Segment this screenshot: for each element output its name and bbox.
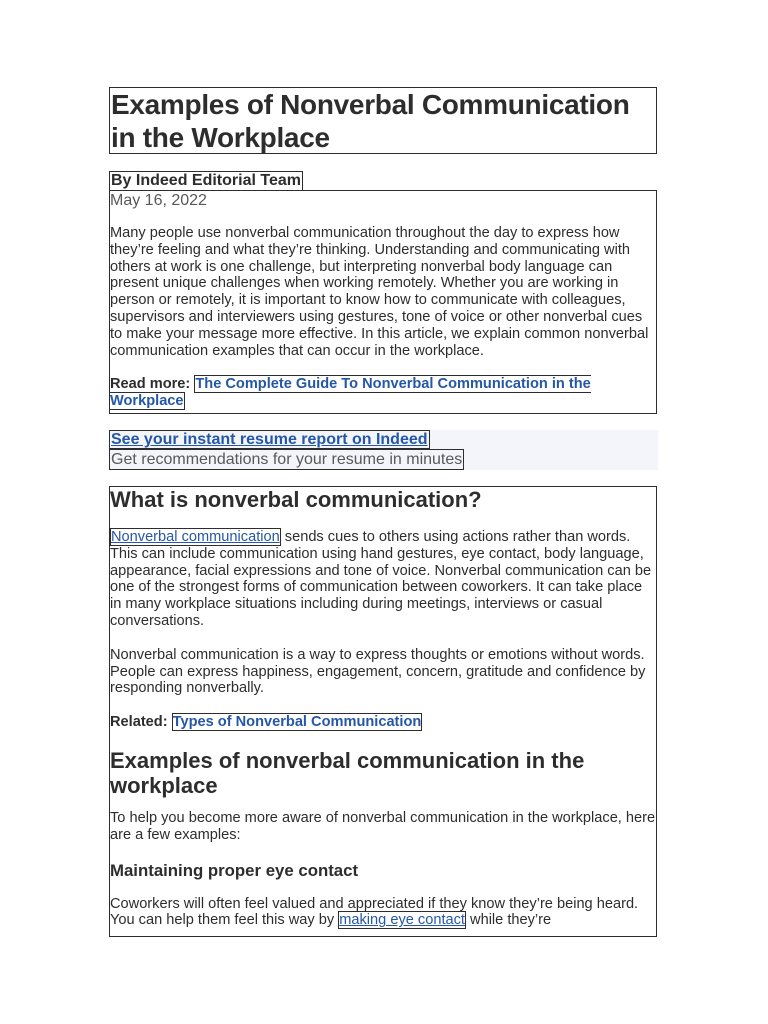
author-byline[interactable]: By Indeed Editorial Team — [111, 172, 301, 189]
related-line — [110, 714, 656, 731]
publish-date: May 16, 2022 — [110, 192, 207, 209]
read-more — [110, 376, 656, 410]
eye-contact-text-before: Coworkers will often feel valued and appreciated if they know they’re being heard. You can help them feel this way by — [110, 895, 639, 929]
section-heading-what-is: What is nonverbal communication? — [110, 487, 482, 512]
eye-contact-text-after: while they’re — [465, 912, 552, 929]
subheading-eye-contact: Maintaining proper eye contact — [110, 860, 359, 880]
related-link[interactable]: Types of Nonverbal Communication — [172, 714, 422, 731]
read-more-link[interactable]: The Complete Guide To Nonverbal Communication in the Workplace — [110, 376, 591, 410]
title-box — [109, 87, 657, 154]
section1-paragraph1-text: sends cues to others using actions rather than words. This can include communication using hand gestures, eye contact, body language, appearance, facial expressions and tone of voice. Nonverbal communication can be one of the strongest forms of communication between coworkers. It can take place in many workplace situations including during meetings, interviews or casual conversations. — [110, 529, 652, 629]
main-content-box — [109, 486, 657, 937]
making-eye-contact-link[interactable]: making eye contact — [339, 912, 465, 929]
read-more-label: Read more: — [110, 376, 191, 393]
resume-promo-subtext: Get recommendations for your resume in minutes — [111, 451, 463, 468]
intro-paragraph: Many people use nonverbal communication throughout the day to express how they’re feeling and what they’re thinking. Understanding and communicating with others at work is one challenge, but interpreting nonverbal body language can present unique challenges when working remotely. Whether you are working in person or remotely, it is important to know how to communicate with colleagues, supervisors and interviewers using gestures, tone of voice or other nonverbal cues to make your message more effective. In this article, we explain common nonverbal communication examples that can occur in the workplace. — [110, 225, 649, 359]
related-label: Related: — [110, 714, 168, 731]
section2-intro: To help you become more aware of nonverbal communication in the workplace, here are a few examples: — [110, 809, 656, 843]
resume-report-link[interactable]: See your instant resume report on Indeed — [111, 431, 428, 448]
section-heading-examples: Examples of nonverbal communication in the workplace — [110, 747, 585, 798]
eye-contact-paragraph — [110, 896, 656, 930]
page-title: Examples of Nonverbal Communication in the Workplace — [111, 89, 630, 153]
section1-paragraph1 — [110, 529, 656, 630]
intro-box — [109, 190, 657, 414]
nonverbal-communication-link[interactable]: Nonverbal communication — [111, 529, 280, 545]
section1-paragraph2: Nonverbal communication is a way to express thoughts or emotions without words. People can express happiness, engagement, concern, gratitude and confidence by responding nonverbally. — [110, 646, 646, 697]
resume-promo-banner — [109, 430, 658, 470]
